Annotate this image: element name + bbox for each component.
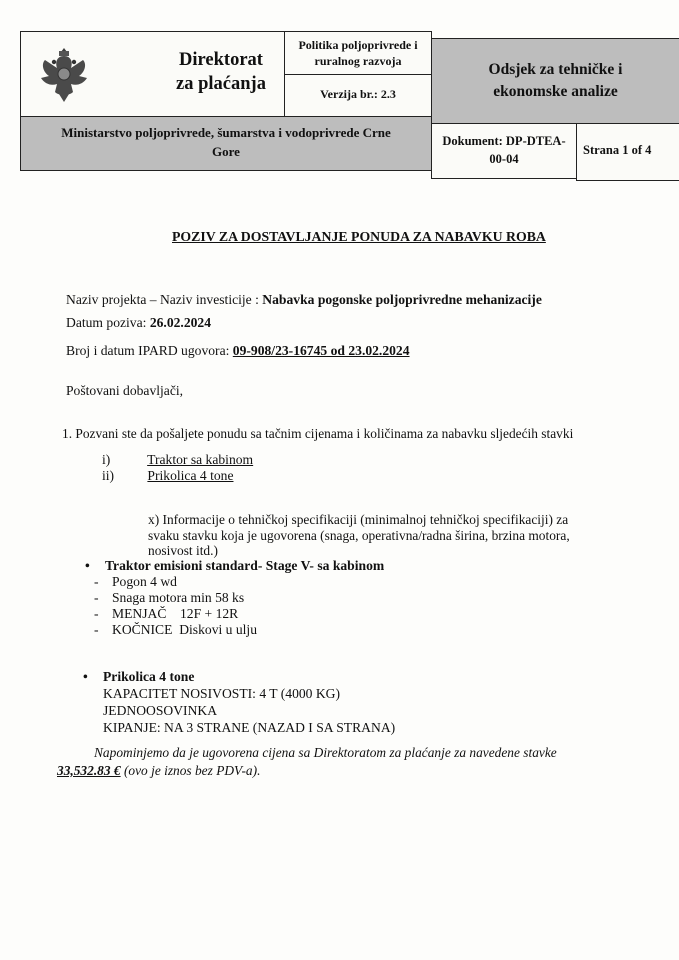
spec-item bbox=[94, 622, 257, 638]
document-title: POZIV ZA DOSTAVLJANJE PONUDA ZA NABAVKU ROBA bbox=[172, 229, 546, 244]
document-cell bbox=[431, 123, 577, 179]
note-line1: x) Informacije o tehničkoj specifikaciji (minimalnoj tehničkoj specifikaciji) za bbox=[148, 512, 569, 527]
point-1: 1. Pozvani ste da pošaljete ponudu sa tačnim cijenama i količinama za nabavku sljedećih stavki bbox=[62, 426, 574, 441]
greeting: Poštovani dobavljači, bbox=[66, 383, 184, 398]
dash-icon: - bbox=[94, 590, 99, 605]
item-number: i) bbox=[102, 452, 111, 467]
spec-item bbox=[94, 606, 238, 622]
contract-value: 09-908/23-16745 od 23.02.2024 bbox=[232, 343, 410, 358]
note-line2: svaku stavku koja je ugovorena (snaga, operativna/radna širina, brzina motora, bbox=[148, 528, 570, 543]
spec-text: Snaga motora min 58 ks bbox=[112, 590, 245, 605]
page-cell bbox=[576, 123, 679, 181]
dash-icon: - bbox=[94, 622, 99, 637]
document-line2: 00-04 bbox=[489, 152, 519, 166]
project-label: Naziv projekta – Naziv investicije : bbox=[66, 292, 259, 307]
contract-line bbox=[66, 343, 410, 359]
spec-text: KOČNICE Diskovi u ulju bbox=[112, 622, 258, 637]
tractor-heading bbox=[85, 558, 384, 574]
page-number: Strana 1 of 4 bbox=[583, 143, 652, 157]
price-amount: 33,532.83 € bbox=[57, 763, 121, 778]
spec-item: JEDNOOSOVINKA bbox=[103, 703, 218, 718]
date-line bbox=[66, 315, 211, 331]
project-value: Nabavka pogonske poljoprivredne mehanizacije bbox=[262, 292, 542, 307]
policy-line1: Politika poljoprivrede i bbox=[298, 38, 418, 52]
date-value: 26.02.2024 bbox=[149, 315, 211, 330]
project-line bbox=[66, 292, 542, 308]
coat-of-arms-icon bbox=[37, 42, 91, 104]
agency-name-line1: Direktorat bbox=[179, 50, 263, 70]
spec-text: MENJAČ 12F + 12R bbox=[112, 606, 239, 621]
list-item bbox=[102, 452, 253, 468]
ministry-cell bbox=[20, 116, 432, 171]
department-cell bbox=[431, 38, 679, 124]
price-note-line1: Napominjemo da je ugovorena cijena sa Direktoratom za plaćanje za navedene stavke bbox=[94, 745, 557, 760]
document-line1: Dokument: DP-DTEA- bbox=[442, 134, 566, 148]
dash-icon: - bbox=[94, 574, 99, 589]
version-label: Verzija br.: 2.3 bbox=[320, 87, 396, 101]
spec-item: KIPANJE: NA 3 STRANE (NAZAD I SA STRANA) bbox=[103, 720, 396, 735]
agency-name-line2: za plaćanja bbox=[176, 74, 266, 94]
policy-cell bbox=[284, 31, 432, 75]
spec-item bbox=[94, 574, 177, 590]
price-note-line2 bbox=[57, 763, 260, 779]
ministry-line2: Gore bbox=[212, 144, 240, 159]
item-label: Traktor sa kabinom bbox=[147, 452, 254, 467]
list-item bbox=[102, 468, 233, 484]
trailer-heading bbox=[83, 669, 194, 685]
spec-text: Pogon 4 wd bbox=[112, 574, 177, 589]
price-note-rest: (ovo je iznos bez PDV-a). bbox=[120, 763, 261, 778]
trailer-title: Prikolica 4 tone bbox=[103, 669, 195, 684]
dash-icon: - bbox=[94, 606, 99, 621]
spec-item bbox=[94, 590, 244, 606]
item-label: Prikolica 4 tone bbox=[147, 468, 234, 483]
item-number: ii) bbox=[102, 468, 115, 483]
spec-item: KAPACITET NOSIVOSTI: 4 T (4000 KG) bbox=[103, 686, 341, 701]
policy-line2: ruralnog razvoja bbox=[314, 54, 402, 68]
department-line2: ekonomske analize bbox=[493, 83, 618, 100]
bullet-icon: • bbox=[83, 669, 88, 684]
ministry-line1: Ministarstvo poljoprivrede, šumarstva i vodoprivrede Crne bbox=[61, 125, 391, 140]
agency-cell bbox=[20, 31, 285, 117]
note-line3: nosivost itd.) bbox=[148, 543, 218, 558]
contract-label: Broj i datum IPARD ugovora: bbox=[66, 343, 230, 358]
date-label: Datum poziva: bbox=[66, 315, 147, 330]
bullet-icon: • bbox=[85, 558, 90, 573]
tractor-title: Traktor emisioni standard- Stage V- sa kabinom bbox=[105, 558, 385, 573]
version-cell bbox=[284, 74, 432, 117]
department-line1: Odsjek za tehničke i bbox=[488, 61, 623, 78]
